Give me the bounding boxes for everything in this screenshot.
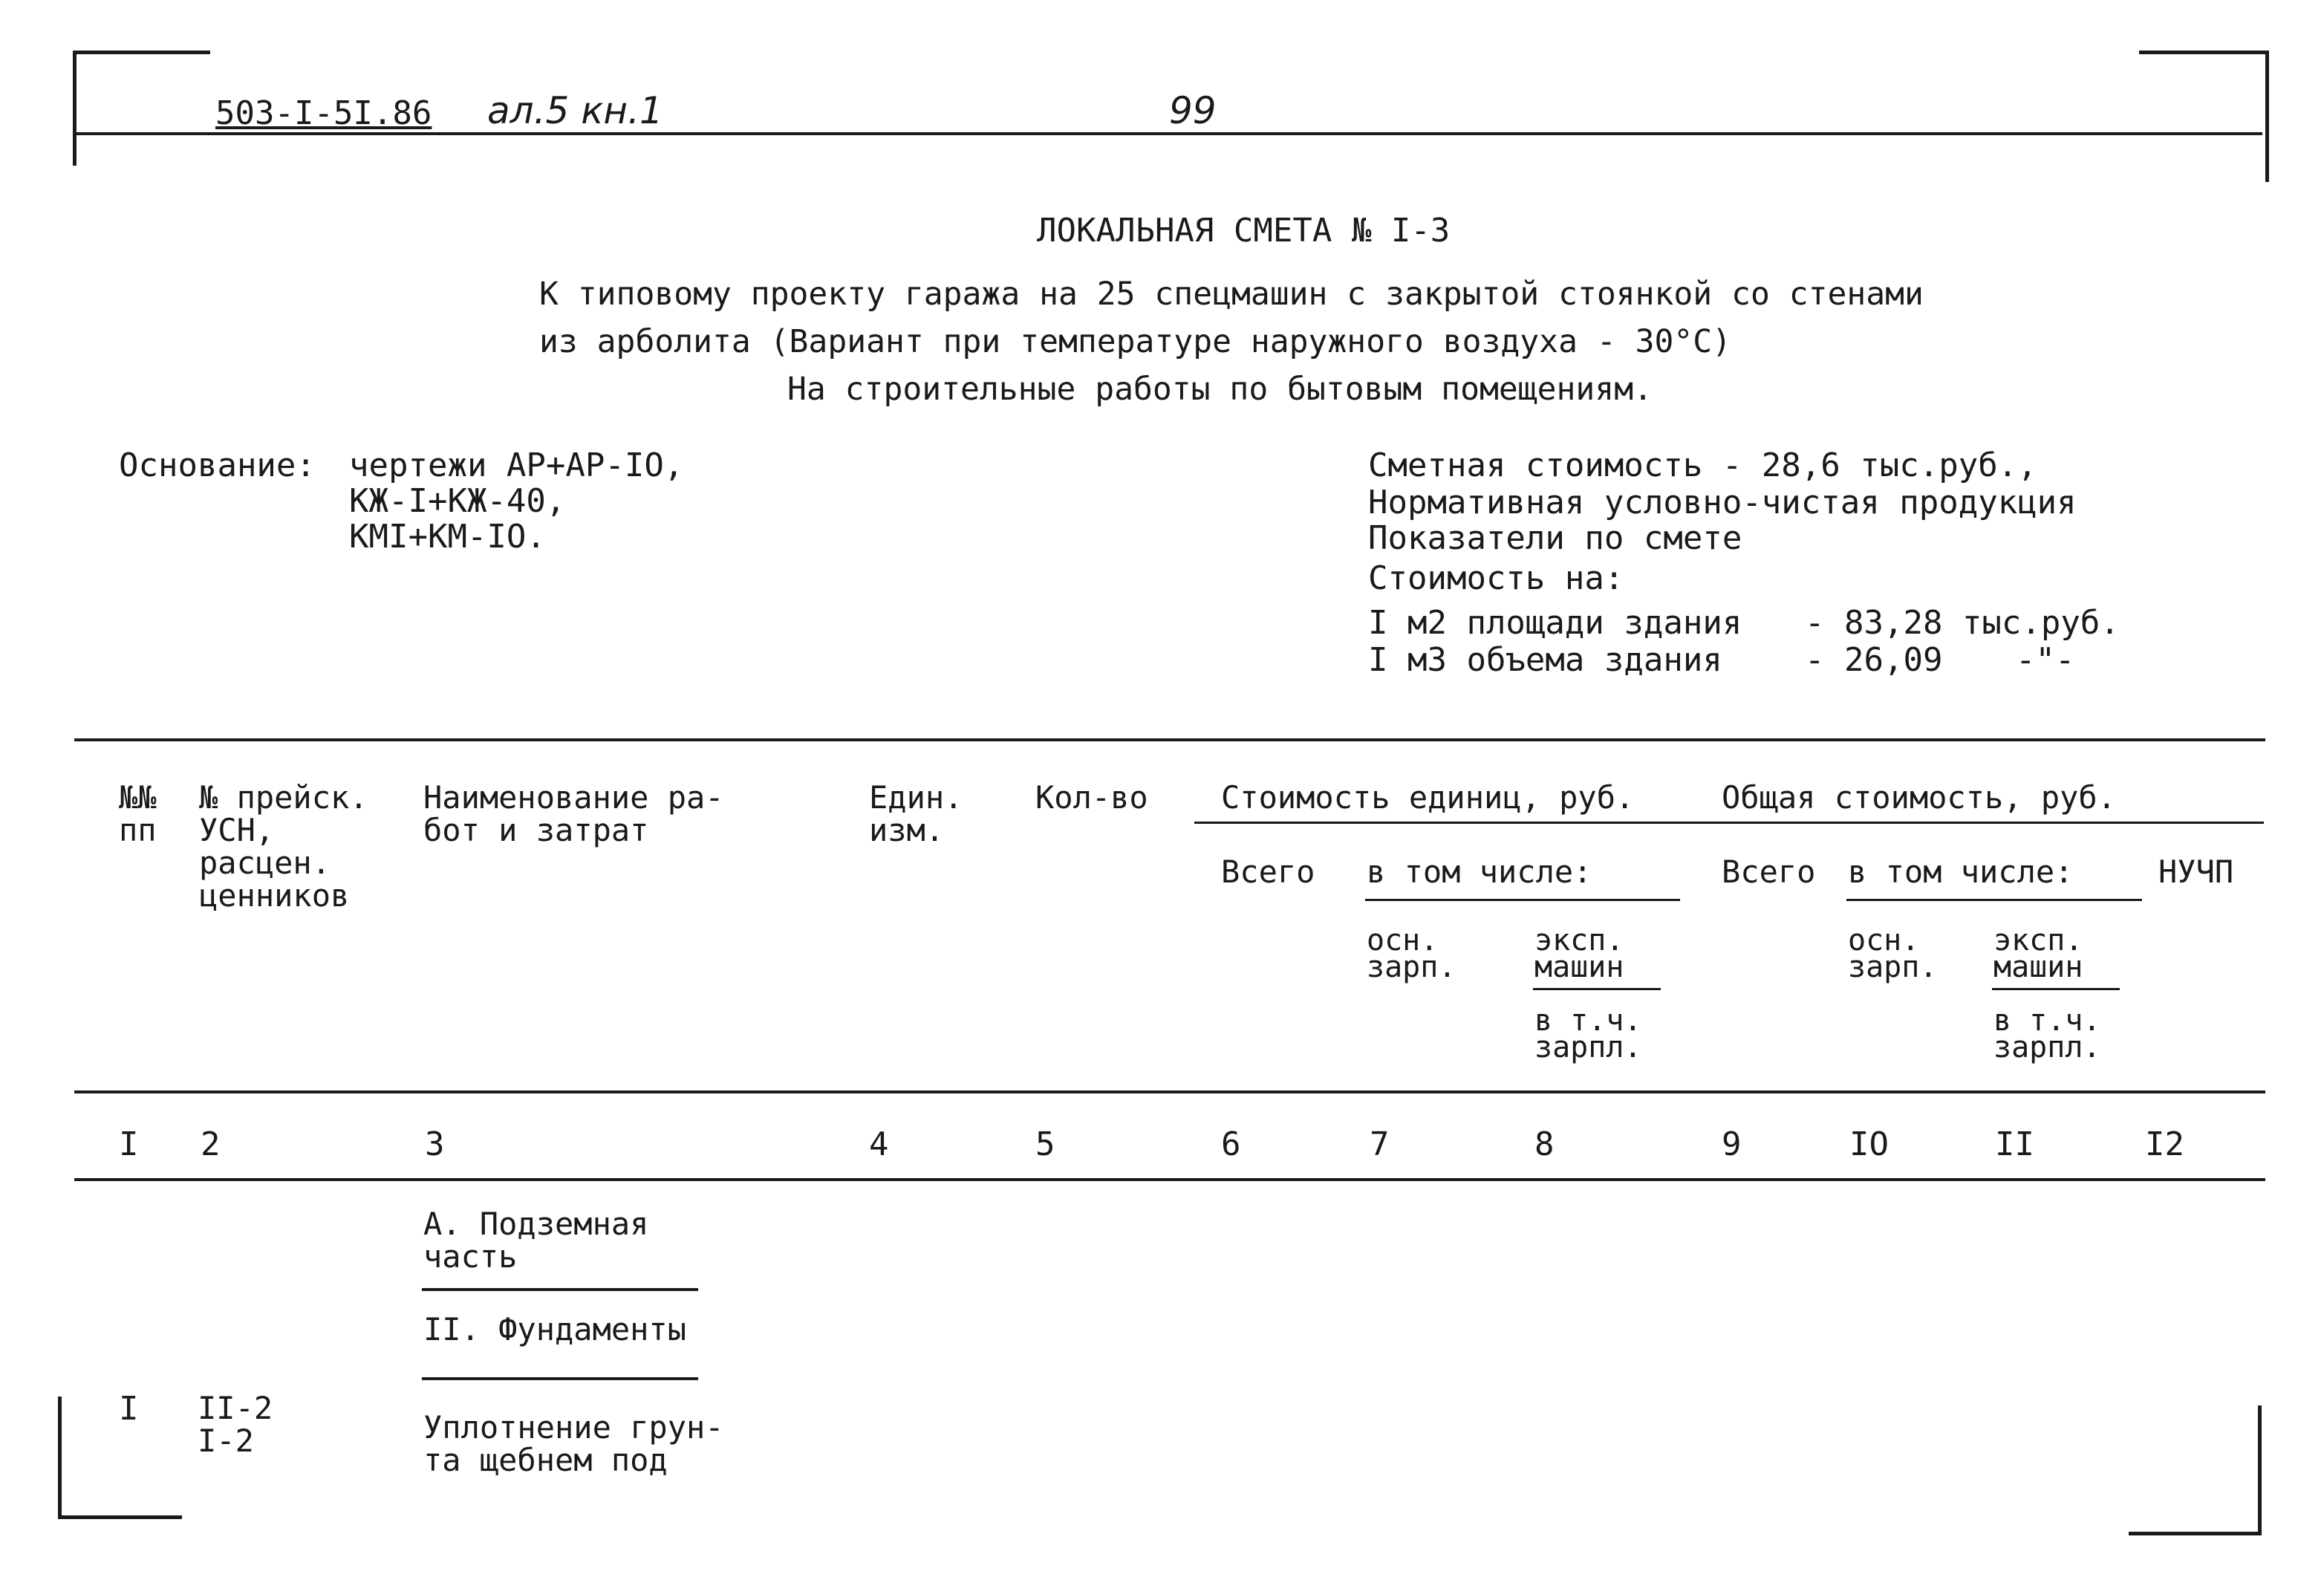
overall-eksp-header — [1993, 923, 2083, 984]
unit-osn-zarp-header — [1367, 923, 1456, 984]
col-header-num-line: №№ — [119, 779, 157, 816]
document-heading: ЛОКАЛЬНАЯ СМЕТА № I-3 — [1037, 212, 1451, 250]
column-number: I — [119, 1125, 139, 1163]
unit-osn-zarp-line: зарп. — [1367, 950, 1456, 984]
col-header-pricelist-line: ценников — [199, 877, 350, 914]
basis-line: КМI+КМ-IO. — [349, 518, 546, 556]
basis-line: чертежи АР+АР-IO, — [349, 446, 684, 484]
corner-mark-top-right — [2139, 51, 2269, 182]
section-foundations: II. Фундаменты — [423, 1311, 687, 1347]
unit-osn-zarp-line: осн. — [1367, 923, 1439, 958]
col-header-pricelist-line: № прейск. — [199, 779, 368, 816]
unit-eksp-line: машин — [1534, 950, 1624, 984]
table-top-rule — [74, 738, 2265, 741]
group-header-rule — [1194, 822, 2264, 824]
unit-vtch-header — [1534, 1004, 1642, 1064]
row-number: I — [119, 1390, 139, 1428]
basis-label: Основание: — [119, 446, 316, 484]
col-header-unit-line: изм. — [869, 812, 945, 848]
unit-eksp-rule — [1533, 988, 1661, 990]
overall-eksp-line: машин — [1993, 950, 2083, 984]
column-number: II — [1995, 1125, 2034, 1163]
summary-indicators: Показатели по смете — [1368, 519, 1742, 557]
summary-area-value: - 83,28 тыс.руб. — [1805, 604, 2120, 642]
overall-total-header: Всего — [1722, 854, 1816, 890]
column-number: 5 — [1035, 1125, 1055, 1163]
nuchp-header: НУЧП — [2158, 854, 2234, 890]
col-header-unit — [869, 781, 963, 847]
column-number: 2 — [201, 1125, 221, 1163]
summary-volume-ditto: -"- — [2016, 641, 2075, 679]
col-header-pricelist-line: расцен. — [199, 845, 331, 881]
overall-osn-zarp-line: зарп. — [1848, 950, 1938, 984]
unit-eksp-line: эксп. — [1534, 923, 1624, 958]
column-number: 6 — [1221, 1125, 1241, 1163]
row-code — [198, 1392, 273, 1457]
group-header-unit-cost: Стоимость единиц, руб. — [1221, 779, 1635, 816]
col-header-name-line: Наименование ра- — [423, 779, 724, 816]
title-line-2: из арболита (Вариант при температуре наружного воздуха - 30°С) — [539, 323, 1732, 360]
overall-incl-rule — [1846, 899, 2142, 901]
doc-code: 503-I-5I.86 — [215, 94, 432, 132]
unit-incl-rule — [1365, 899, 1680, 901]
unit-vtch-line: в т.ч. — [1534, 1004, 1642, 1038]
group-header-total-cost: Общая стоимость, руб. — [1722, 779, 2117, 816]
col-header-num — [119, 781, 157, 847]
col-header-pricelist-line: УСН, — [199, 812, 275, 848]
summary-volume-label: I м3 объема здания — [1368, 641, 1722, 679]
summary-cost-for: Стоимость на: — [1368, 559, 1624, 597]
row-name-line: та щебнем под — [423, 1442, 668, 1478]
row-name-line: Уплотнение грун- — [423, 1409, 724, 1446]
section-underground-line: А. Подземная — [423, 1206, 649, 1242]
column-number: 8 — [1534, 1125, 1555, 1163]
album-note: ал.5 кн.1 — [487, 89, 663, 132]
title-line-3: На строительные работы по бытовым помещениям. — [787, 371, 1653, 408]
header-rule — [74, 132, 2262, 135]
summary-normative: Нормативная условно-чистая продукция — [1368, 484, 2077, 521]
section-underground-line: часть — [423, 1238, 518, 1275]
unit-vtch-line: зарпл. — [1534, 1030, 1642, 1064]
unit-eksp-header — [1534, 923, 1624, 984]
unit-incl-header: в том числе: — [1367, 854, 1592, 890]
column-number: 7 — [1370, 1125, 1390, 1163]
column-number: 9 — [1722, 1125, 1742, 1163]
corner-mark-top-left — [73, 51, 210, 166]
row-code-line: I-2 — [198, 1423, 254, 1459]
corner-mark-bottom-right — [2129, 1405, 2262, 1535]
overall-eksp-line: эксп. — [1993, 923, 2083, 958]
overall-incl-header: в том числе: — [1848, 854, 2074, 890]
overall-osn-zarp-line: осн. — [1848, 923, 1920, 958]
header-bottom-rule — [74, 1090, 2265, 1093]
row-name — [423, 1411, 724, 1477]
column-number: I2 — [2145, 1125, 2184, 1163]
col-header-pricelist — [199, 781, 368, 912]
column-number: 4 — [869, 1125, 889, 1163]
overall-vtch-line: в т.ч. — [1993, 1004, 2101, 1038]
col-header-num-line: пп — [119, 812, 157, 848]
section-underground-rule — [422, 1288, 698, 1291]
col-header-quantity: Кол-во — [1035, 779, 1148, 816]
unit-total-header: Всего — [1221, 854, 1315, 890]
summary-area-label: I м2 площади здания — [1368, 604, 1742, 642]
column-number: 3 — [425, 1125, 445, 1163]
basis-line: КЖ-I+КЖ-40, — [349, 482, 566, 520]
section-underground — [423, 1208, 648, 1273]
column-numbers-rule — [74, 1178, 2265, 1181]
col-header-name-line: бот и затрат — [423, 812, 649, 848]
overall-vtch-line: зарпл. — [1993, 1030, 2101, 1064]
overall-eksp-rule — [1992, 988, 2120, 990]
col-header-name — [423, 781, 724, 847]
column-number: IO — [1849, 1125, 1889, 1163]
summary-volume-value: - 26,09 — [1805, 641, 1943, 679]
page-number: 99 — [1169, 89, 1217, 132]
col-header-unit-line: Един. — [869, 779, 963, 816]
row-code-line: II-2 — [198, 1390, 273, 1426]
overall-osn-zarp-header — [1848, 923, 1938, 984]
summary-cost: Сметная стоимость - 28,6 тыс.руб., — [1368, 446, 2037, 484]
title-line-1: К типовому проекту гаража на 25 спецмашин с закрытой стоянкой со стенами — [539, 276, 1924, 313]
section-foundations-rule — [422, 1377, 698, 1380]
overall-vtch-header — [1993, 1004, 2101, 1064]
